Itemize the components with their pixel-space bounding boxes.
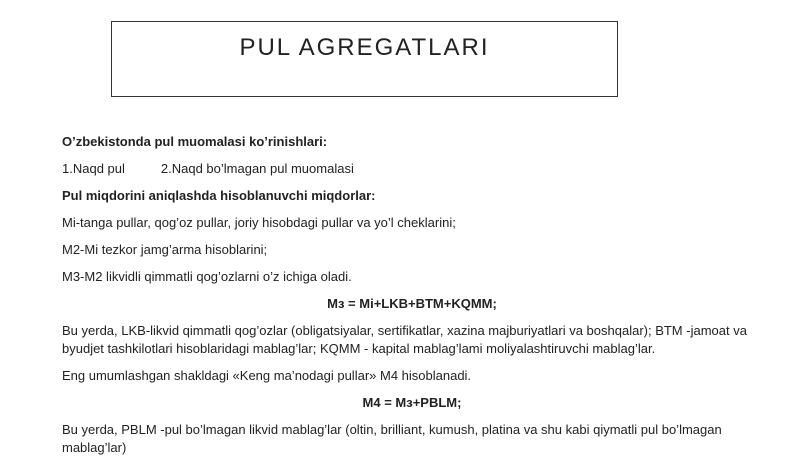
explanation-m3: Bu yerda, LKB-likvid qimmatli qog’ozlar (obligatsiyalar, sertifikatlar, xazina majburiyatlari va boshqalar); BTM -jamoat va byudjet tashkilotlari hisoblaridagi mablag’lar; KQMM - kapital mablag’lami moliyalashtiruvchi mablag’lar. (62, 323, 747, 356)
line-m3: M3-M2 likvidli qimmatli qog’ozlarni o’z ichiga oladi. (62, 269, 352, 284)
slide-body (62, 133, 762, 466)
line-m4: Eng umumlashgan shakldagi «Keng ma’nodagi pullar» M4 hisoblanadi. (62, 368, 472, 383)
formula-m3: Mз = Mi+LKB+BTM+KQMM; (327, 296, 497, 311)
heading-aggregates: Pul miqdorini aniqlashda hisoblanuvchi miqdorlar: (62, 188, 376, 203)
slide-title: PUL AGREGATLARI (239, 34, 490, 61)
list-item-cash: 1.Naqd pul (62, 161, 125, 176)
explanation-m4: Bu yerda, PBLM -pul bo’lmagan likvid mablag’lar (oltin, brilliant, kumush, platina va shu kabi qiymatli pul bo’lmagan mablag’lar) (62, 422, 722, 455)
list-item-noncash: 2.Naqd bo’lmagan pul muomalasi (160, 161, 354, 176)
line-m2: M2-Mi tezkor jamg’arma hisoblarini; (62, 242, 268, 257)
heading-money-forms: O’zbekistonda pul muomalasi ko’rinishlari: (62, 134, 328, 149)
money-forms-list (62, 160, 762, 178)
formula-m4: M4 = Mз+PBLM; (362, 395, 462, 410)
title-box (111, 21, 618, 97)
line-m1: Mi-tanga pullar, qog’oz pullar, joriy hisobdagi pullar va yo’l cheklarini; (62, 215, 456, 230)
